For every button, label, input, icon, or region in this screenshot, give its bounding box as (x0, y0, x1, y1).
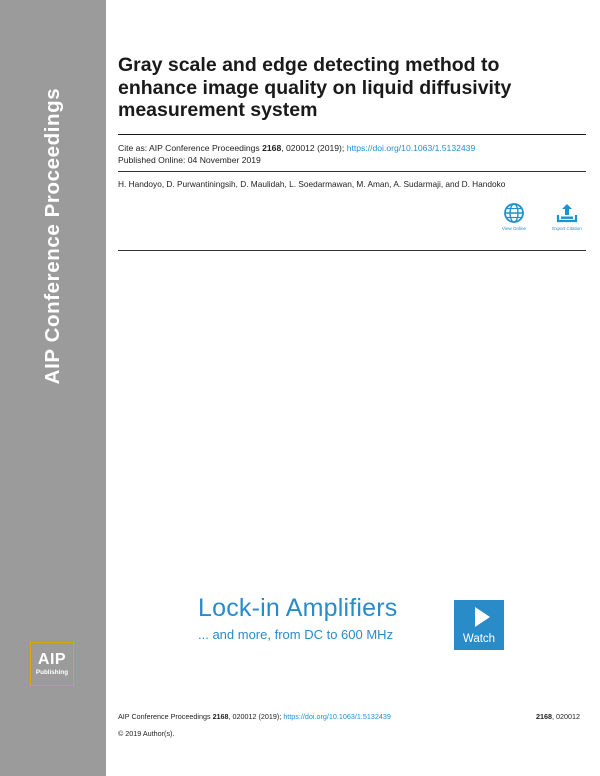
watch-button[interactable] (454, 600, 504, 650)
citation-line (118, 143, 475, 153)
published-date: Published Online: 04 November 2019 (118, 155, 261, 165)
footer-page-ref (536, 712, 580, 721)
footer-page-volume: 2168 (536, 712, 552, 721)
export-icon (556, 202, 578, 224)
view-online-label: View Online (502, 226, 526, 231)
footer-citation (118, 712, 391, 721)
author-list: H. Handoyo, D. Purwantiningsih, D. Maulidah, L. Soedarmawan, M. Aman, A. Sudarmaji, and D. Handoko (118, 179, 506, 189)
aip-publishing-logo[interactable] (30, 642, 74, 686)
globe-icon (503, 202, 525, 224)
cite-prefix: Cite as: AIP Conference Proceedings (118, 143, 263, 153)
journal-title: AIP Conference Proceedings (41, 87, 64, 385)
view-online-button[interactable] (489, 202, 539, 231)
copyright: © 2019 Author(s). (118, 729, 175, 738)
ad-headline: Lock-in Amplifiers (198, 594, 398, 622)
cite-volume: 2168 (262, 143, 282, 153)
footer-rest: , 020012 (2019); (228, 712, 284, 721)
play-icon (475, 607, 490, 627)
journal-sidebar (0, 0, 106, 776)
footer-journal: AIP Conference Proceedings (118, 712, 213, 721)
article-title: Gray scale and edge detecting method to enhance image quality on liquid diffusivity measurement system (118, 54, 512, 121)
footer-volume: 2168 (212, 712, 229, 721)
footer-doi-link[interactable]: https://doi.org/10.1063/1.5132439 (283, 712, 391, 721)
watch-label: Watch (462, 633, 496, 645)
cite-rest: , 020012 (2019); (281, 143, 347, 153)
export-citation-label: Export Citation (552, 226, 582, 231)
meta-divider (118, 171, 586, 172)
export-citation-button[interactable] (542, 202, 592, 231)
logo-main-text: AIP (37, 651, 67, 668)
ad-subline: ... and more, from DC to 600 MHz (198, 627, 394, 642)
logo-sub-text: Publishing (35, 669, 69, 676)
title-divider (118, 134, 586, 135)
footer-page-rest: , 020012 (552, 712, 580, 721)
header-bottom-divider (118, 250, 586, 251)
doi-link[interactable]: https://doi.org/10.1063/1.5132439 (346, 143, 476, 153)
advertisement[interactable] (190, 594, 520, 650)
